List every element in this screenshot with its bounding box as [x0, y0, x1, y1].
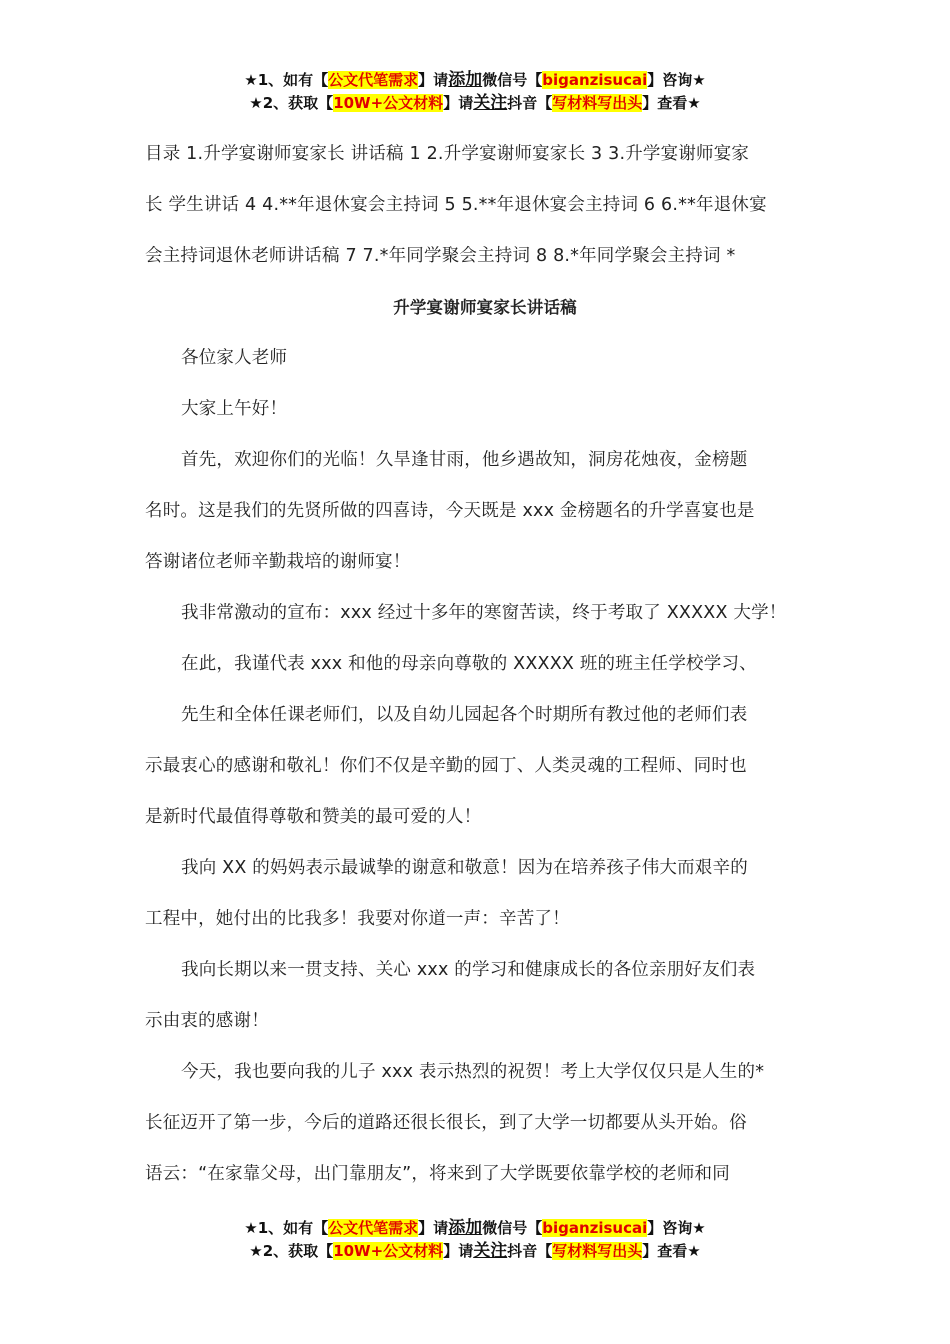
document-title: 升学宴谢师宴家长讲话稿 [393, 298, 577, 317]
banner-text: 抖音【 [507, 1242, 553, 1260]
highlight-douyin: 写材料写出头 [552, 94, 643, 112]
highlight-wechat-id: biganzisucai [542, 71, 648, 89]
banner-line-1 [0, 69, 950, 92]
body-text [145, 333, 825, 1200]
body-line: 我非常激动的宣布：xxx 经过十多年的寒窗苦读，终于考取了 XXXXX 大学！ [181, 603, 787, 623]
banner-text: 抖音【 [507, 94, 553, 112]
body-line: 答谢诸位老师辛勤栽培的谢师宴！ [145, 552, 411, 572]
body-line: 首先，欢迎你们的光临！久旱逢甘雨，他乡遇故知，洞房花烛夜，金榜题 [181, 450, 748, 470]
highlight-service: 公文代笔需求 [328, 71, 419, 89]
document-body [145, 129, 825, 1200]
banner-text: 】咨询★ [647, 71, 706, 89]
highlight-service: 公文代笔需求 [328, 1219, 419, 1237]
highlight-douyin: 写材料写出头 [552, 1242, 643, 1260]
body-line: 示最衷心的感谢和敬礼！你们不仅是辛勤的园丁、人类灵魂的工程师、同时也 [145, 756, 747, 776]
banner-text: ★1、如有【 [244, 1219, 329, 1237]
emphasis-add: 添加 [448, 1218, 483, 1238]
emphasis-add: 添加 [448, 70, 483, 90]
banner-line-2 [0, 92, 950, 115]
banner-text: 微信号【 [482, 1219, 543, 1237]
banner-line-2 [0, 1240, 950, 1263]
toc-line: 长 学生讲话 4 4.**年退休宴会主持词 5 5.**年退休宴会主持词 6 6.**年退休宴 [145, 195, 767, 215]
banner-text: 】查看★ [642, 94, 701, 112]
body-line: 名时。这是我们的先贤所做的四喜诗，今天既是 xxx 金榜题名的升学喜宴也是 [145, 501, 755, 521]
banner-text: ★1、如有【 [244, 71, 329, 89]
body-line: 在此，我谨代表 xxx 和他的母亲向尊敬的 XXXXX 班的班主任学校学习、 [181, 654, 757, 674]
body-line: 各位家人老师 [181, 348, 288, 368]
banner-text: ★2、获取【 [249, 1242, 334, 1260]
body-line: 大家上午好！ [181, 399, 288, 419]
banner-text: 】请 [443, 1242, 474, 1260]
banner-text: 】查看★ [642, 1242, 701, 1260]
body-line: 先生和全体任课老师们，以及自幼儿园起各个时期所有教过他的老师们表 [181, 705, 748, 725]
body-line: 示由衷的感谢！ [145, 1011, 269, 1031]
banner-text: 】请 [418, 1219, 449, 1237]
body-line: 今天，我也要向我的儿子 xxx 表示热烈的祝贺！考上大学仅仅只是人生的* [181, 1062, 765, 1082]
body-line: 语云：“在家靠父母，出门靠朋友”，将来到了大学既要依靠学校的老师和同 [145, 1164, 730, 1184]
highlight-wechat-id: biganzisucai [542, 1219, 648, 1237]
footer-banner [0, 1217, 950, 1263]
emphasis-follow: 关注 [473, 93, 508, 113]
body-line: 长征迈开了第一步，今后的道路还很长很长，到了大学一切都要从头开始。俗 [145, 1113, 747, 1133]
body-line: 工程中，她付出的比我多！我要对你道一声：辛苦了！ [145, 909, 570, 929]
body-line: 我向长期以来一贯支持、关心 xxx 的学习和健康成长的各位亲朋好友们表 [181, 960, 756, 980]
toc-line: 目录 1.升学宴谢师宴家长 讲话稿 1 2.升学宴谢师宴家长 3 3.升学宴谢师宴家 [145, 144, 750, 164]
banner-text: ★2、获取【 [249, 94, 334, 112]
highlight-materials: 10W+公文材料 [333, 94, 444, 112]
body-line: 我向 XX 的妈妈表示最诚挚的谢意和敬意！因为在培养孩子伟大而艰辛的 [181, 858, 748, 878]
banner-text: 】请 [418, 71, 449, 89]
toc-line: 会主持词退休老师讲话稿 7 7.*年同学聚会主持词 8 8.*年同学聚会主持词 * [145, 246, 736, 266]
emphasis-follow: 关注 [473, 1241, 508, 1261]
banner-text: 】咨询★ [647, 1219, 706, 1237]
banner-line-1 [0, 1217, 950, 1240]
banner-text: 】请 [443, 94, 474, 112]
body-line: 是新时代最值得尊敬和赞美的最可爱的人！ [145, 807, 482, 827]
highlight-materials: 10W+公文材料 [333, 1242, 444, 1260]
header-banner [0, 69, 950, 115]
banner-text: 微信号【 [482, 71, 543, 89]
